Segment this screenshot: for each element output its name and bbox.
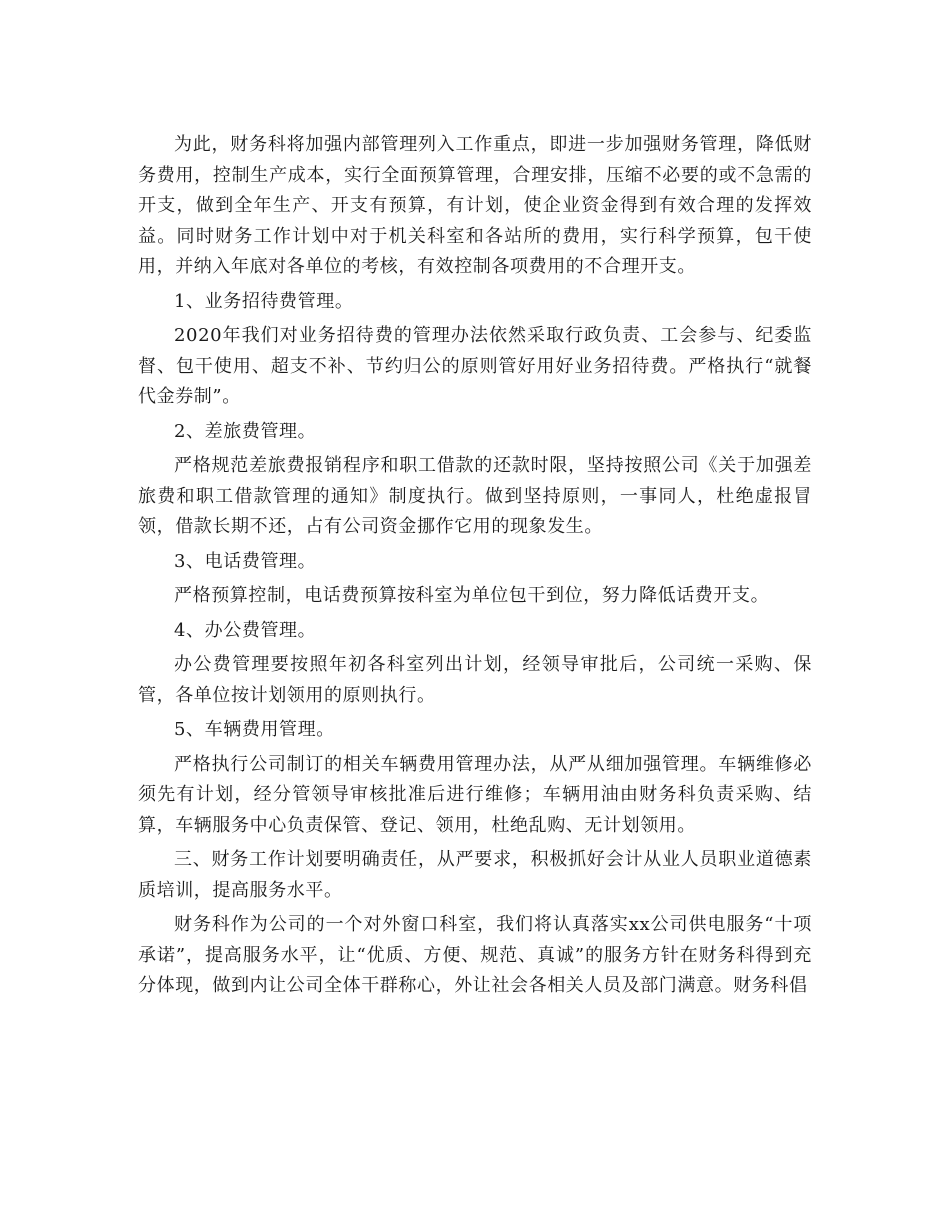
paragraph-service-window: 财务科作为公司的一个对外窗口科室，我们将认真落实xx公司供电服务“十项承诺”，提高服务水平，让“优质、方便、规范、真诚”的服务方针在财务科得到充分体现，做到内让公司全体干群称心，外让社会各相关人员及部门满意。财务科倡 [138, 914, 812, 996]
heading-vehicle-expense: 5、车辆费用管理。 [174, 719, 335, 740]
paragraph-travel-expense: 严格规范差旅费报销程序和职工借款的还款时限，坚持按照公司《关于加强差旅费和职工借款管理的通知》制度执行。做到坚持原则，一事同人，杜绝虚报冒领，借款长期不还，占有公司资金挪作它用的现象发生。 [138, 455, 812, 537]
heading-entertainment-expense: 1、业务招待费管理。 [174, 290, 354, 312]
heading-office-expense: 4、办公费管理。 [174, 619, 317, 641]
heading-phone-expense: 3、电话费管理。 [174, 550, 317, 572]
heading-travel-expense: 2、差旅费管理。 [174, 420, 317, 442]
paragraph-phone-expense: 严格预算控制，电话费预算按科室为单位包干到位，努力降低话费开支。 [174, 585, 770, 606]
paragraph-entertainment-expense: 2020年我们对业务招待费的管理办法依然采取行政负责、工会参与、纪委监督、包干使用、超支不补、节约归公的原则管好用好业务招待费。严格执行“就餐代金券制”。 [138, 325, 812, 407]
paragraph-intro: 为此，财务科将加强内部管理列入工作重点，即进一步加强财务管理，降低财务费用，控制生产成本，实行全面预算管理，合理安排，压缩不必要的或不急需的开支，做到全年生产、开支有预算，有计划，使企业资金得到有效合理的发挥效益。同时财务工作计划中对于机关科室和各站所的费用，实行科学预算，包干使用，并纳入年底对各单位的考核，有效控制各项费用的不合理开支。 [138, 134, 812, 277]
document-page [138, 130, 812, 1006]
paragraph-office-expense: 办公费管理要按照年初各科室列出计划，经领导审批后，公司统一采购、保管，各单位按计划领用的原则执行。 [138, 654, 812, 706]
paragraph-vehicle-expense: 严格执行公司制订的相关车辆费用管理办法，从严从细加强管理。车辆维修必须先有计划，经分管领导审核批准后进行维修；车辆用油由财务科负责采购、结算，车辆服务中心负责保管、登记、领用，杜绝乱购、无计划领用。 [138, 753, 812, 836]
heading-section-three: 三、财务工作计划要明确责任，从严要求，积极抓好会计从业人员职业道德素质培训，提高服务水平。 [138, 849, 812, 901]
